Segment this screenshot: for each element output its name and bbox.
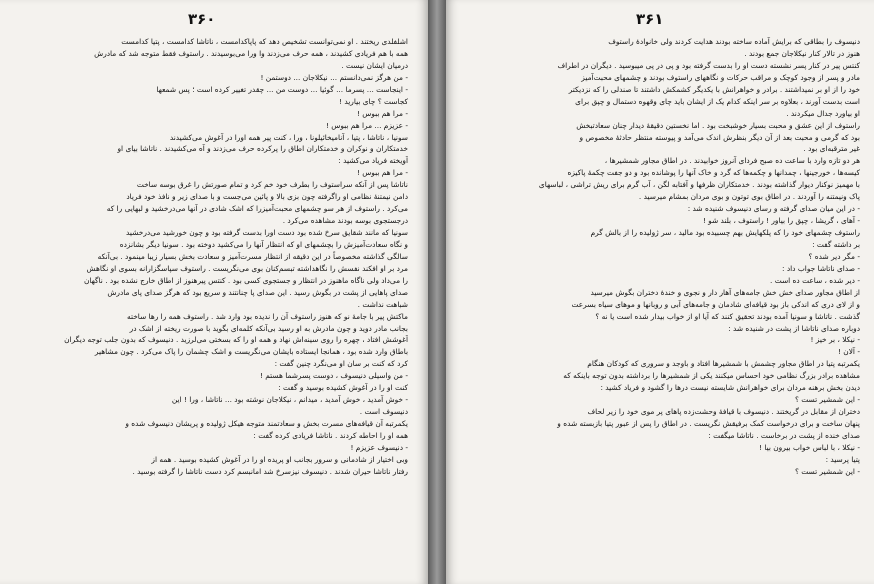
text-line: دنیسوف را بطاقی که برایش آماده ساخته بودند هدایت کردند ولی خانوادهٔ راستوف — [608, 37, 860, 46]
text-line: همه او را احاطه کردند . ناتاشا فریادی کرده گفت : — [253, 430, 408, 440]
text-line: سالگی گذاشته مخصوصاً در این دقیقه از انتظار مسرت‌آمیز و سعادت بخش بسیار زیبا مینمود . بی‌آنکه — [97, 251, 408, 261]
text-line: دیدن بخش برهنه مردان برای خواهرانش شایسته نیست درها را گشود و فریاد کشید : — [600, 383, 860, 393]
text-line: یکمرتبه پتیا در اطاق مجاور چشمش با شمشیرها افتاد و باوجد و سروری که کودکان هنگام — [587, 359, 860, 369]
text-line: او بیاورد جدال میکردند . — [786, 108, 860, 118]
text-line: خدمتکاران و نوکران و خدمتکاران اطاق را پرکرده حرف می‌زدند و آه می‌کشیدند . ناتاشا بیای او — [117, 144, 408, 154]
text-line: - نیکلا ، بر خیز ! — [810, 335, 860, 345]
left-page-number: ۳۶۰ — [188, 10, 216, 28]
text-line: بر داشته گفت : — [812, 239, 860, 249]
text-line: همه با هم فریادی کشیدند ، همه حرف می‌زدند وا ورا می‌بوسیدند . راستوف فقط متوجه شد که مادرش — [94, 48, 408, 58]
text-line: کیسه‌ها ، خورجینها ، چمدانها و چکمه‌ها که گرد و خاک آنها را پوشانده بود و دو جفت چکمهٔ پاکیزه — [567, 168, 860, 178]
text-line: - دنیسوف عزیزم ! — [350, 442, 408, 452]
text-line: مرد بر او افکند نفسش را نگاهداشته تبسم‌کنان بوی می‌نگریست . راستوف سپاسگزارانه بسوی او نگاهش — [86, 263, 408, 273]
text-line: شباهت نداشت . — [357, 299, 408, 309]
text-line: کرد که کنت بر سان او می‌نگرد چنین گفت : — [274, 359, 408, 369]
text-line: دختران از مقابل در گریختند . دنیسوف با قیافهٔ وحشت‌زده پاهای پر موی خود را زیر لحاف — [587, 407, 860, 417]
text-line: - نیکلا ، با لباس خواب بیرون بیا ! — [759, 442, 860, 452]
text-line: کنت او را در آغوش کشیده بوسید و گفت : — [278, 383, 408, 393]
text-line: - این شمشیر تست ؟ — [795, 395, 860, 405]
text-line: - من واسیلی دنیسوف ، دوست پسرشما هستم ! — [259, 371, 408, 381]
left-page-text — [30, 36, 408, 478]
text-line: پتیا پرسید : — [825, 454, 860, 464]
text-line: راستوف از این عشق و محبت بسیار خوشبخت بود . اما نخستین دقیقهٔ دیدار چنان سعادتبخش — [576, 120, 860, 130]
text-line: و از لای دری که اندکی باز بود قیافه‌ای شادمان و جامه‌های آبی و روبانها و موهای سیاه بسرعت — [571, 299, 860, 309]
text-line: خود را از او بر نمیداشتند . برادر و خواهرانش با یکدیگر کشمکش داشتند تا صندلی را که نزدیکتر — [568, 84, 860, 94]
text-line: صدای پاهایی از پشت در بگوش رسید . این صدای پا چنانتند و سریع بود که هرگز صدای پای مادرش — [107, 287, 408, 297]
text-line: کجاست ؟ چای بیارید ! — [339, 96, 408, 106]
text-line: سونیا ، ناتاشا ، پتیا ، آنامیخائیلونا ، ورا ، کنت پیر همه اورا در آغوش می‌کشیدند — [169, 132, 408, 142]
text-line: دوباره صدای ناتاشا از پشت در شنیده شد : — [728, 323, 860, 333]
text-line: باطاق وارد شده بود ، همانجا ایستاده بایشان می‌نگریست و اشک چشمان را پاک می‌کرد . چون مشاهیر — [94, 347, 408, 357]
text-line: با مهمیز نوکنار دیوار گذاشته بودند . خدمتکاران ظرفها و آفتابه لگن ، آب گرم برای ریش تراشی ، لباسهای — [538, 180, 860, 190]
right-page — [446, 0, 874, 584]
text-line: می‌کرد . راستوف از هر سو چشمهای محبت‌آمیزرا که اشک شادی در آنها می‌درخشید و لبهایی را که — [106, 204, 408, 214]
text-line: درمیان ایشان نیست . — [341, 60, 408, 70]
book-gutter — [428, 0, 446, 584]
text-line: کنتس پیر در کنار پسر نشسته دست او را بدست گرفته بود و پی در پی میبوسید . دیگران در اطراف — [557, 60, 860, 70]
text-line: یکمرتبه آن قیافه‌های مسرت بخش و سعادتمند متوجه هیکل ژولیده و پریشان دنیسوف شده و — [125, 419, 408, 428]
text-line: - دیر شده ، ساعت ده است . — [770, 275, 860, 285]
text-line: غیر مترقبه‌ای بود . — [803, 144, 860, 154]
text-line: - مرا هم ببوس ! — [356, 168, 408, 178]
right-page-text — [486, 36, 860, 478]
left-page — [0, 0, 428, 584]
text-line: - در این میان صدای گرفته و رسای دنیسوف شنیده شد : — [687, 204, 860, 214]
text-line: اشلفلدی ریختند . او نمی‌توانست تشخیص دهد که پاپاکدامست ، ناتاشا کدامست ، پتیا کدامست — [121, 37, 408, 46]
text-line: هر دو تازه وارد با ساعت ده صبح فردای آنروز خوابیدند . در اطاق مجاور شمشیرها ، — [604, 156, 860, 166]
text-line: وبی اختیار از شادمانی و سرور بجانب او پریده او را در آغوش کشیده بوسید . همه از — [151, 454, 408, 464]
text-line: بود که گرمی و محبت بعد از آن دیگر بنظرش اندک می‌آمد و پیوسته منتظر حادثهٔ مخصوص و — [579, 132, 860, 142]
text-line: صدای خنده از پشت در برخاست . ناتاشا میگفت : — [708, 430, 860, 440]
text-line: - آهای ، گریشا ، چپق را بیاور ! راستوف ، بلند شو ! — [702, 216, 860, 226]
text-line: بجانب مادر دوید و چون مادرش به او رسید بی‌آنکه کلمه‌ای بگوید با صورت ریخته از اشک در — [129, 323, 408, 333]
text-line: - اینجاست ... پسرما ... گوئیا ... دوست من ... چقدر تغییر کرده است ؛ پس شمعها — [156, 84, 408, 94]
text-line: درجستجوی بوسه بودند مشاهده می‌کرد . — [282, 216, 408, 226]
text-line: آغوشش افتاد ، چهره را روی سینه‌اش نهاد و همه او را که بسختی می‌لرزید . دنیسوف که بدون جلب توجه دیگران — [64, 335, 408, 345]
text-line: - عزیزم ... مرا هم ببوس ! — [325, 120, 408, 130]
text-line: مادر و پسر از وجود کوچک و مراقب حرکات و نگاههای راستوف بودند و چشمهای محبت‌آمیز — [581, 72, 860, 82]
text-line: پاک ونیمتنه را آوردند . در اطاق بوی توتون و بوی مردان بمشام میرسید . — [638, 192, 860, 202]
text-line: هنوز در تالار کنار نیکلاجان جمع بودند . — [744, 48, 860, 58]
text-line: را می‌داد ولی ناگاه ماهنوز در انتظار و جستجوی کسی بود . کنتس پیرهنوز از اطاق خارج نشده بود . ناگهان — [83, 275, 408, 285]
text-line: است بدست آورند ، بعلاوه بر سر اینکه کدام یک از ایشان باید چای وقهوه دستمال و چپق برای — [575, 96, 860, 106]
text-line: گذشت . ناتاشا و سونیا آمده بودند تحقیق کنند که آیا او از خواب بیدار شده است یا نه ؟ — [595, 311, 860, 321]
text-line: - خوش آمدید ، خوش آمدید ، میدانم ، نیکلاجان نوشته بود ... ناتاشا ، ورا ! این — [171, 395, 408, 405]
text-line: دنیسوف است . — [359, 407, 408, 417]
text-line: - این شمشیر تست ؟ — [795, 466, 860, 476]
text-line: رفتار ناتاشا حیران شدند . دنیسوف نیزسرخ شد امانبسم کرد دست ناتاشا را گرفته بوسید . — [132, 466, 408, 476]
text-line: - مگر دیر شده ؟ — [808, 251, 860, 261]
text-line: - مرا هم ببوس ! — [356, 108, 408, 118]
text-line: پنهان ساخت و برای درخواست کمک برفیقش نگریست . در اطاق را پس از عبور پتیا بازبسته شده و — [557, 419, 860, 428]
text-line: راستوف چشمهای خود را که پلکهایش بهم چسبیده بود مالید ، سر ژولیده را از بالش گرم — [590, 228, 860, 237]
text-line: دامن نیمتنهٔ نظامی او راگرفته چون بزی بالا و پائین می‌جست و با صدای زیر و نافذ خود فریاد — [126, 192, 408, 202]
text-line: از اطاق مجاور صدای خش خش جامه‌های آهار دار و نجوی و خندهٔ دختران بگوش میرسید — [590, 287, 860, 297]
text-line: و نگاه سعادت‌آمیزش را بچشمهای او که انتظار آنها را می‌کشید دوخته بود . سونیا دیگر بشانزده — [119, 239, 408, 249]
text-line: - آلان ! — [837, 347, 860, 357]
text-line: ناتاشا پس از آنکه سراستوف را بطرف خود خم کرد و تمام صورتش را غرق بوسه ساخت — [136, 180, 408, 190]
right-page-number: ۳۶۱ — [636, 10, 664, 28]
text-line: مشاهده برادر بزرگ نظامی خود احساس میکنند یکی از شمشیرها را برداشته بدون توجه باینکه که — [563, 371, 860, 381]
text-line: آویخته فریاد می‌کشید : — [338, 156, 408, 166]
text-line: - صدای ناتاشا جواب داد : — [782, 263, 860, 273]
text-line: ماکتش پیر با جامهٔ نو که هنوز راستوف آن را ندیده بود وارد شد . راستوف همه را رها ساخته — [127, 311, 408, 321]
text-line: - من هرگز نمی‌دانستم ... نیکلاجان ... دوستمن ! — [260, 72, 408, 82]
text-line: سونیا که مانند شقایق سرخ شده بود دست اورا بدست گرفته بود و چون خورشید می‌درخشید — [126, 228, 408, 237]
